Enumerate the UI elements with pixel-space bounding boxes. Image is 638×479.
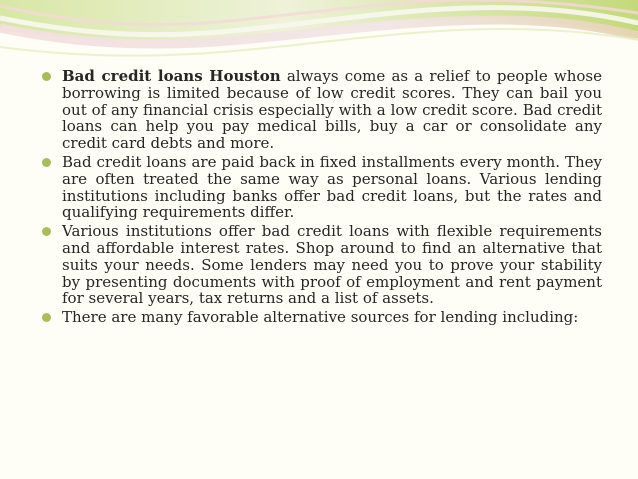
bullet-icon	[42, 158, 51, 167]
bullet-icon	[42, 227, 51, 236]
bullet-text: There are many favorable alternative sources for lending including:	[62, 308, 579, 327]
bullet-text: Various institutions offer bad credit loans with flexible requirements and affordable interest rates. Shop around to find an alternative that suits your needs. Some lenders may need you to prove your stability by presenting documents with proof of employment and rent payment for several years, tax returns and a list of assets.	[62, 222, 602, 308]
bullet-text: always come as a relief to people whose borrowing is limited because of low credit scores. They can bail you out of any financial crisis especially with a low credit score. Bad credit loans can help you pay medical bills, buy a car or consolidate any credit card debts and more.	[62, 67, 602, 153]
content	[40, 68, 602, 328]
bullet-lead: Bad credit loans Houston	[62, 67, 281, 85]
bullet-icon	[42, 72, 51, 81]
bullet-item	[40, 154, 602, 221]
bullet-item	[40, 223, 602, 307]
bullet-text: Bad credit loans are paid back in fixed installments every month. They are often treated the same way as personal loans. Various lending institutions including banks offer bad credit loans, but the rates and qualifying requirements differ.	[62, 152, 602, 222]
bullet-icon	[42, 313, 51, 322]
bullet-item	[40, 309, 602, 326]
bullet-item	[40, 68, 602, 152]
